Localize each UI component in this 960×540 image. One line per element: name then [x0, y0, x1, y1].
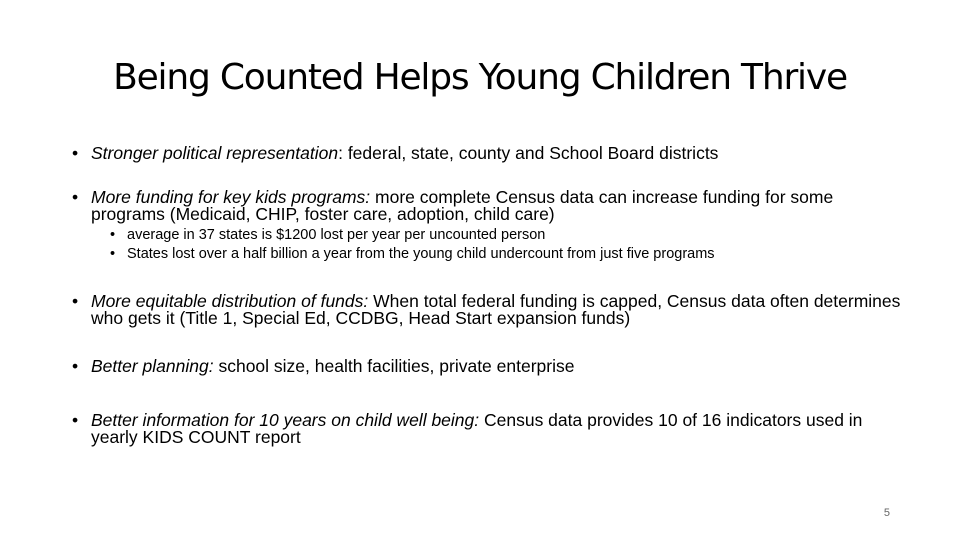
bullet-text: [91, 189, 902, 223]
slide-title: Being Counted Helps Young Children Thrive: [113, 57, 847, 98]
sub-bullet-marker: •: [110, 246, 116, 262]
bullet-text: [91, 293, 902, 327]
bullet-text: [91, 145, 902, 162]
bullet-text: [91, 358, 902, 375]
sub-bullet-text: States lost over a half billion a year from the young child undercount from just five programs: [127, 246, 715, 262]
bullet-marker: •: [72, 187, 79, 207]
bullet-marker: •: [72, 410, 79, 430]
sub-bullet-states-lost: [110, 246, 890, 263]
bullet-lead: Better information for 10 years on child well being:: [91, 410, 480, 430]
bullet-marker: •: [72, 356, 79, 376]
bullet-lead: More equitable distribution of funds:: [91, 291, 369, 311]
sub-bullet-average-loss: [110, 227, 890, 244]
bullet-body: Census data provides 10 of 16 indicators used in yearly KIDS COUNT report: [91, 410, 863, 447]
bullet-text: [91, 412, 902, 446]
bullet-funding: [72, 189, 902, 223]
bullet-body: school size, health facilities, private enterprise: [213, 356, 575, 376]
bullet-better-information: [72, 412, 902, 446]
bullet-lead: Stronger political representation: [91, 143, 339, 163]
bullet-better-planning: [72, 358, 902, 375]
bullet-political-representation: [72, 145, 902, 162]
bullet-lead: More funding for key kids programs:: [91, 187, 371, 207]
page-number: 5: [883, 507, 890, 519]
bullet-equitable-distribution: [72, 293, 902, 327]
bullet-body: When total federal funding is capped, Census data often determines who gets it (Title 1, Special Ed, CCDBG, Head Start expansion funds): [91, 291, 901, 328]
bullet-body: more complete Census data can increase funding for some programs (Medicaid, CHIP, foster care, adoption, child care): [91, 187, 834, 224]
sub-bullet-marker: •: [110, 227, 116, 243]
bullet-marker: •: [72, 291, 79, 311]
bullet-body: : federal, state, county and School Board districts: [338, 143, 719, 163]
bullet-marker: •: [72, 143, 79, 163]
bullet-lead: Better planning:: [91, 356, 214, 376]
sub-bullet-text: average in 37 states is $1200 lost per year per uncounted person: [127, 227, 546, 243]
